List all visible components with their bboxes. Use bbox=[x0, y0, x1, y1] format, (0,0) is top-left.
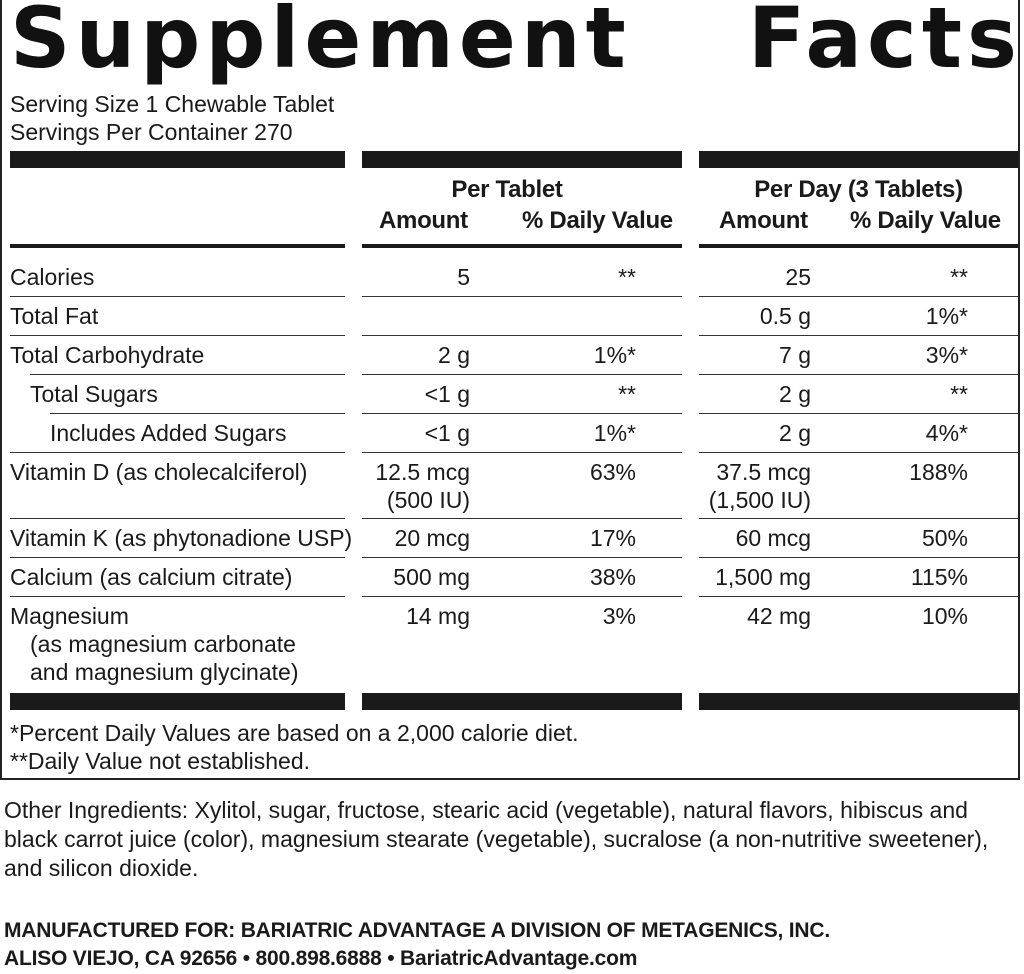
day-amount: 7 g bbox=[779, 342, 811, 368]
tablet-amount: 2 g bbox=[438, 342, 470, 368]
tablet-amount-iu: (500 IU) bbox=[386, 487, 470, 513]
row-rule bbox=[50, 413, 345, 414]
day-daily-value: ** bbox=[950, 381, 968, 407]
tablet-daily-value: 1%* bbox=[593, 342, 636, 368]
manufacturer-contact: ALISO VIEJO, CA 92656 • 800.898.6888 • BariatricAdvantage.com bbox=[4, 947, 638, 970]
row-rule bbox=[362, 413, 682, 414]
row-rule bbox=[699, 452, 1018, 453]
manufacturer-line: MANUFACTURED FOR: BARIATRIC ADVANTAGE A DIVISION OF METAGENICS, INC. bbox=[4, 919, 830, 942]
header-rule bbox=[10, 244, 345, 248]
bottom-divider-bar bbox=[10, 693, 345, 710]
tablet-daily-value: 17% bbox=[589, 525, 636, 551]
top-divider-bar bbox=[699, 151, 1018, 168]
tablet-amount: 14 mg bbox=[406, 603, 470, 629]
row-rule bbox=[699, 335, 1018, 336]
tablet-daily-value: 63% bbox=[589, 459, 636, 485]
header-rule bbox=[362, 244, 682, 248]
day-daily-value: 4%* bbox=[925, 420, 968, 446]
row-rule bbox=[362, 335, 682, 336]
nutrient-name: Includes Added Sugars bbox=[50, 420, 287, 446]
not-established-footnote: **Daily Value not established. bbox=[10, 748, 311, 774]
per-tablet-header: Per Tablet bbox=[451, 176, 563, 203]
tablet-amount: 12.5 mcg bbox=[375, 459, 470, 485]
serving-size: Serving Size 1 Chewable Tablet bbox=[10, 91, 335, 117]
servings-per-container: Servings Per Container 270 bbox=[10, 119, 293, 145]
day-daily-value: 1%* bbox=[925, 303, 968, 329]
day-amount: 0.5 g bbox=[759, 303, 811, 329]
day-daily-value: 50% bbox=[921, 525, 968, 551]
tablet-amount-header: Amount bbox=[379, 207, 468, 234]
tablet-amount: 5 bbox=[457, 264, 470, 290]
top-divider-bar bbox=[362, 151, 682, 168]
day-amount: 1,500 mg bbox=[715, 564, 811, 590]
day-daily-value-header: % Daily Value bbox=[850, 207, 1001, 234]
ingredients-line: and silicon dioxide. bbox=[4, 855, 199, 881]
nutrient-name-detail: and magnesium glycinate) bbox=[30, 659, 299, 685]
daily-value-footnote: *Percent Daily Values are based on a 2,000 calorie diet. bbox=[10, 720, 579, 746]
other-ingredients bbox=[4, 796, 1016, 883]
title-word-facts: Facts bbox=[747, 0, 1022, 87]
row-rule bbox=[362, 374, 682, 375]
tablet-amount: <1 g bbox=[424, 381, 470, 407]
nutrient-name: Vitamin D (as cholecalciferol) bbox=[10, 459, 308, 485]
nutrient-name: Total Sugars bbox=[30, 381, 158, 407]
row-rule bbox=[362, 557, 682, 558]
row-rule bbox=[362, 596, 682, 597]
day-amount: 60 mcg bbox=[735, 525, 811, 551]
day-amount-iu: (1,500 IU) bbox=[708, 487, 811, 513]
tablet-amount: <1 g bbox=[424, 420, 470, 446]
nutrient-name: Magnesium bbox=[10, 603, 129, 629]
row-rule bbox=[362, 452, 682, 453]
day-daily-value: 10% bbox=[921, 603, 968, 629]
day-amount: 2 g bbox=[779, 420, 811, 446]
day-amount: 37.5 mcg bbox=[716, 459, 811, 485]
nutrient-name: Total Fat bbox=[10, 303, 99, 329]
tablet-daily-value: 3% bbox=[602, 603, 636, 629]
tablet-daily-value: 38% bbox=[589, 564, 636, 590]
row-rule bbox=[10, 596, 345, 597]
nutrient-name: Total Carbohydrate bbox=[10, 342, 205, 368]
row-rule bbox=[699, 374, 1018, 375]
row-rule bbox=[699, 413, 1018, 414]
header-rule bbox=[699, 244, 1018, 248]
day-amount: 42 mg bbox=[747, 603, 811, 629]
ingredients-line: black carrot juice (color), magnesium stearate (vegetable), sucralose (a non-nutritive sweetener), bbox=[4, 826, 989, 852]
tablet-amount: 500 mg bbox=[393, 564, 470, 590]
top-divider-bar bbox=[10, 151, 345, 168]
title-word-supplement: Supplement bbox=[10, 0, 631, 87]
bottom-divider-bar bbox=[362, 693, 682, 710]
nutrient-name: Calories bbox=[10, 264, 95, 290]
row-rule bbox=[10, 335, 345, 336]
nutrient-name-detail: (as magnesium carbonate bbox=[30, 631, 296, 657]
bottom-divider-bar bbox=[699, 693, 1018, 710]
day-amount-header: Amount bbox=[719, 207, 808, 234]
panel-title bbox=[10, 0, 1022, 87]
ingredients-line: Other Ingredients: Xylitol, sugar, fructose, stearic acid (vegetable), natural flavors, hibiscus and bbox=[4, 797, 968, 823]
day-daily-value: ** bbox=[950, 264, 968, 290]
row-rule bbox=[30, 374, 345, 375]
row-rule bbox=[699, 557, 1018, 558]
row-rule bbox=[362, 518, 682, 519]
tablet-daily-value: ** bbox=[618, 381, 636, 407]
day-daily-value: 115% bbox=[910, 564, 968, 590]
day-daily-value: 3%* bbox=[925, 342, 968, 368]
day-daily-value: 188% bbox=[909, 459, 968, 485]
row-rule bbox=[362, 296, 682, 297]
row-rule bbox=[699, 518, 1018, 519]
row-rule bbox=[10, 557, 345, 558]
per-day-header: Per Day (3 Tablets) bbox=[754, 176, 963, 203]
nutrient-name: Calcium (as calcium citrate) bbox=[10, 564, 293, 590]
row-rule bbox=[699, 296, 1018, 297]
day-amount: 2 g bbox=[779, 381, 811, 407]
tablet-daily-value-header: % Daily Value bbox=[522, 207, 673, 234]
nutrient-name: Vitamin K (as phytonadione USP) bbox=[10, 525, 353, 551]
row-rule bbox=[699, 596, 1018, 597]
tablet-daily-value: 1%* bbox=[593, 420, 636, 446]
day-amount: 25 bbox=[785, 264, 811, 290]
row-rule bbox=[10, 452, 345, 453]
tablet-daily-value: ** bbox=[618, 264, 636, 290]
row-rule bbox=[10, 518, 345, 519]
row-rule bbox=[10, 296, 345, 297]
tablet-amount: 20 mcg bbox=[394, 525, 470, 551]
